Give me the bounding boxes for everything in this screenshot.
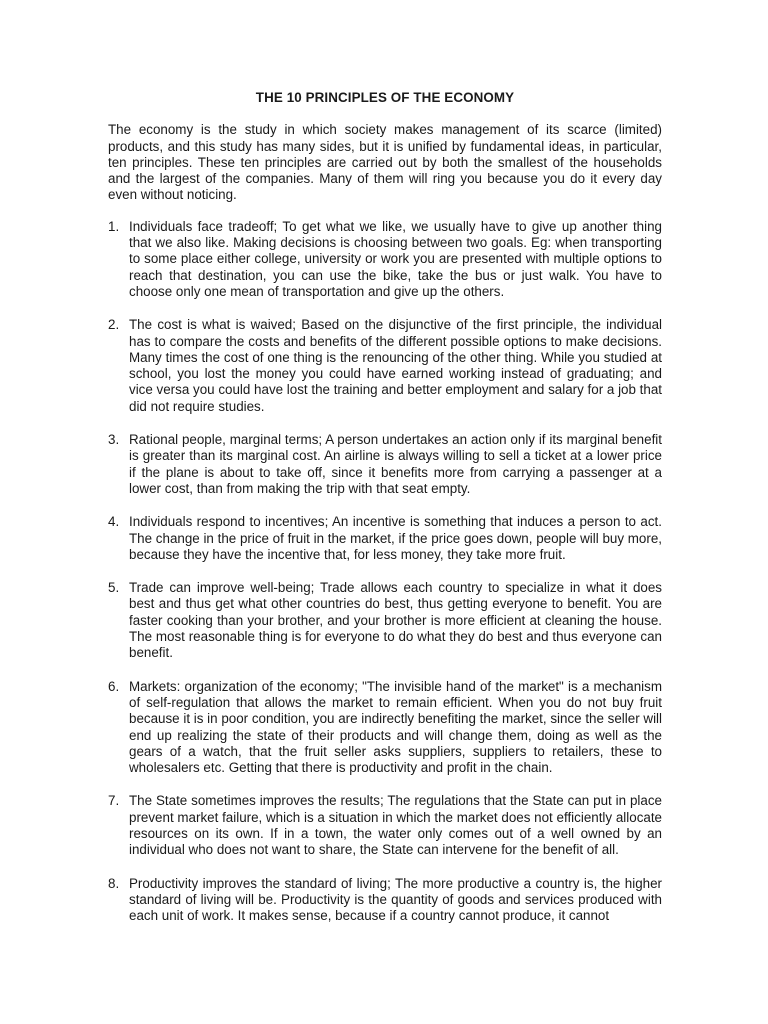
principle-number: 1. bbox=[108, 218, 120, 234]
principle-text: The cost is what is waived; Based on the disjunctive of the first principle, the individual has to compare the costs and benefits of the different possible options to make decisions. Many times the cost of one thing is the renouncing of the other thing. While you studied at school, you lost the money you could have earned working instead of graduating; and vice versa you could have lost the training and better employment and salary for a job that did not require studies. bbox=[129, 317, 662, 414]
principle-number: 8. bbox=[108, 875, 120, 891]
principle-text: Rational people, marginal terms; A person undertakes an action only if its marginal benefit is greater than its marginal cost. An airline is always willing to sell a ticket at a lower price if the plane is about to take off, since it benefits more from carrying a passenger at a lower cost, than from making the trip with that seat empty. bbox=[129, 432, 662, 496]
principles-list bbox=[108, 219, 662, 925]
principle-number: 3. bbox=[108, 432, 120, 448]
list-item bbox=[108, 793, 662, 858]
list-item bbox=[108, 317, 662, 415]
document-title: THE 10 PRINCIPLES OF THE ECONOMY bbox=[255, 90, 515, 105]
principle-text: Productivity improves the standard of living; The more productive a country is, the higher standard of living will be. Productivity is the quantity of goods and services produced with each unit of work. It makes sense, because if a country cannot produce, it cannot bbox=[129, 875, 662, 924]
principle-text: Markets: organization of the economy; "The invisible hand of the market" is a mechanism of self-regulation that allows the market to remain efficient. When you do not buy fruit because it is in poor condition, you are indirectly benefiting the market, since the seller will end up realizing the state of their products and will change them, doing as well as the gears of a watch, that the fruit seller asks suppliers, suppliers to retailers, these to wholesalers etc. Getting that there is productivity and profit in the chain. bbox=[129, 678, 662, 776]
principle-number: 7. bbox=[108, 793, 120, 809]
list-item bbox=[108, 876, 662, 925]
intro-paragraph: The economy is the study in which society makes management of its scarce (limited) products, and this study has many sides, but it is unified by fundamental ideas, in particular, ten principles. These ten principles are carried out by both the smallest of the households and the largest of the companies. Many of them will ring you because you do it every day even without noticing. bbox=[108, 122, 662, 203]
list-item bbox=[108, 432, 662, 497]
principle-text: The State sometimes improves the results; The regulations that the State can put in place prevent market failure, which is a situation in which the market does not efficiently allocate resources on its own. If in a town, the water only comes out of a well owned by an individual who does not want to share, the State can intervene for the benefit of all. bbox=[129, 793, 662, 858]
principle-number: 6. bbox=[108, 678, 120, 694]
principle-number: 5. bbox=[108, 580, 120, 596]
list-item bbox=[108, 514, 662, 563]
principle-number: 4. bbox=[108, 514, 120, 530]
document-page bbox=[108, 90, 662, 924]
principle-text: Individuals respond to incentives; An incentive is something that induces a person to act. The change in the price of fruit in the market, if the price goes down, people will buy more, because they have the incentive that, for less money, they take more fruit. bbox=[129, 514, 662, 562]
principle-number: 2. bbox=[108, 317, 120, 333]
principle-text: Individuals face tradeoff; To get what we like, we usually have to give up another thing that we also like. Making decisions is choosing between two goals. Eg: when transporting to some place either college, university or work you are presented with multiple options to reach that destination, you can use the bike, take the bus or just walk. You have to choose only one mean of transportation and give up the others. bbox=[129, 218, 662, 299]
list-item bbox=[108, 219, 662, 300]
list-item bbox=[108, 580, 662, 661]
list-item bbox=[108, 679, 662, 777]
principle-text: Trade can improve well-being; Trade allows each country to specialize in what it does best and thus get what other countries do best, thus getting everyone to benefit. You are faster cooking than your brother, and your brother is more efficient at cleaning the house. The most reasonable thing is for everyone to do what they do best and thus everyone can benefit. bbox=[129, 580, 662, 661]
